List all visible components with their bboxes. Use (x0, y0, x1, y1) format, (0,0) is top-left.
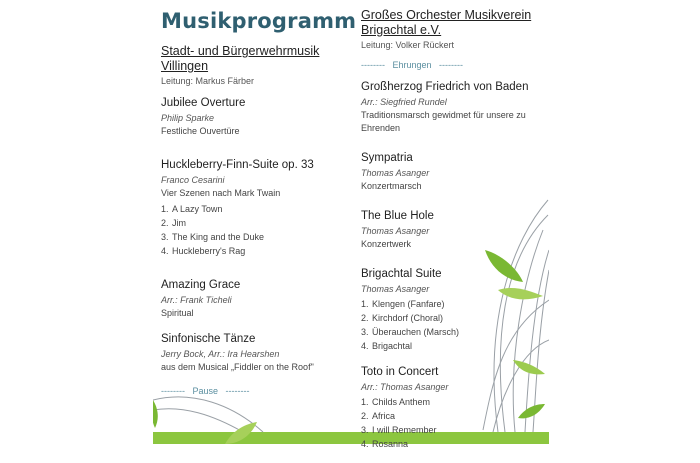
piece-composer: Thomas Asanger (361, 168, 430, 178)
right-leader: Leitung: Volker Rückert (361, 40, 455, 50)
piece-composer: Philip Sparke (161, 113, 215, 123)
track-item: Kirchdorf (Choral) (372, 313, 444, 323)
piece-description: Konzertwerk (361, 239, 412, 249)
piece-title: Toto in Concert (361, 366, 439, 378)
piece-composer: Franco Cesarini (161, 175, 225, 185)
track-list (161, 202, 351, 258)
track-list (361, 395, 541, 451)
piece-composer: Thomas Asanger (361, 284, 430, 294)
piece-description: Festliche Ouvertüre (161, 126, 240, 136)
track-item: Klengen (Fanfare) (372, 299, 445, 309)
piece-composer: Thomas Asanger (361, 226, 430, 236)
piece-title: Amazing Grace (161, 279, 241, 291)
page-title: Musikprogramm (161, 9, 357, 33)
program-piece (361, 209, 541, 251)
program-piece (161, 158, 351, 258)
ehrungen-separator: -------- Ehrungen -------- (361, 60, 463, 70)
program-page (153, 0, 549, 450)
program-piece (161, 278, 351, 320)
program-piece (361, 151, 541, 193)
piece-composer: Arr.: Frank Ticheli (161, 295, 232, 305)
piece-title: Großherzog Friedrich von Baden (361, 81, 529, 93)
program-piece (361, 365, 541, 451)
left-leader: Leitung: Markus Färber (161, 76, 255, 86)
piece-description: Vier Szenen nach Mark Twain (161, 188, 281, 198)
track-list (361, 297, 541, 353)
piece-composer: Arr.: Siegfried Rundel (361, 97, 447, 107)
piece-description: Spiritual (161, 308, 194, 318)
piece-composer: Arr.: Thomas Asanger (361, 382, 449, 392)
piece-title: Sympatria (361, 152, 413, 164)
track-item: A Lazy Town (172, 204, 223, 214)
right-column (361, 6, 541, 463)
program-piece (161, 332, 351, 374)
piece-description: Traditionsmarsch gewidmet für unsere zu Ehrenden (361, 110, 526, 133)
track-item: Childs Anthem (372, 397, 431, 407)
track-item: The King and the Duke (172, 232, 265, 242)
left-orchestra-name: Stadt- und Bürgerwehrmusik Villingen (161, 44, 320, 73)
left-column (161, 6, 357, 406)
piece-description: aus dem Musical „Fiddler on the Roof" (161, 362, 314, 372)
program-piece (161, 96, 351, 138)
piece-title: The Blue Hole (361, 210, 434, 222)
track-item: Africa (372, 411, 396, 421)
piece-description: Konzertmarsch (361, 181, 422, 191)
program-piece (361, 267, 541, 353)
piece-composer: Jerry Bock, Arr.: Ira Hearshen (161, 349, 280, 359)
track-item: Brigachtal (372, 341, 413, 351)
piece-title: Huckleberry-Finn-Suite op. 33 (161, 159, 314, 171)
piece-title: Brigachtal Suite (361, 268, 442, 280)
track-item: Überauchen (Marsch) (372, 327, 460, 337)
track-item: Huckleberry's Rag (172, 246, 246, 256)
pause-separator: -------- Pause -------- (161, 386, 250, 396)
track-item: Rosanna (372, 439, 409, 449)
right-orchestra-name: Großes Orchester Musikverein Brigachtal e.V. (361, 8, 532, 37)
program-piece (361, 80, 541, 135)
piece-title: Jubilee Overture (161, 97, 246, 109)
track-item: Jim (172, 218, 186, 228)
track-item: I will Remember (372, 425, 437, 435)
piece-title: Sinfonische Tänze (161, 333, 256, 345)
